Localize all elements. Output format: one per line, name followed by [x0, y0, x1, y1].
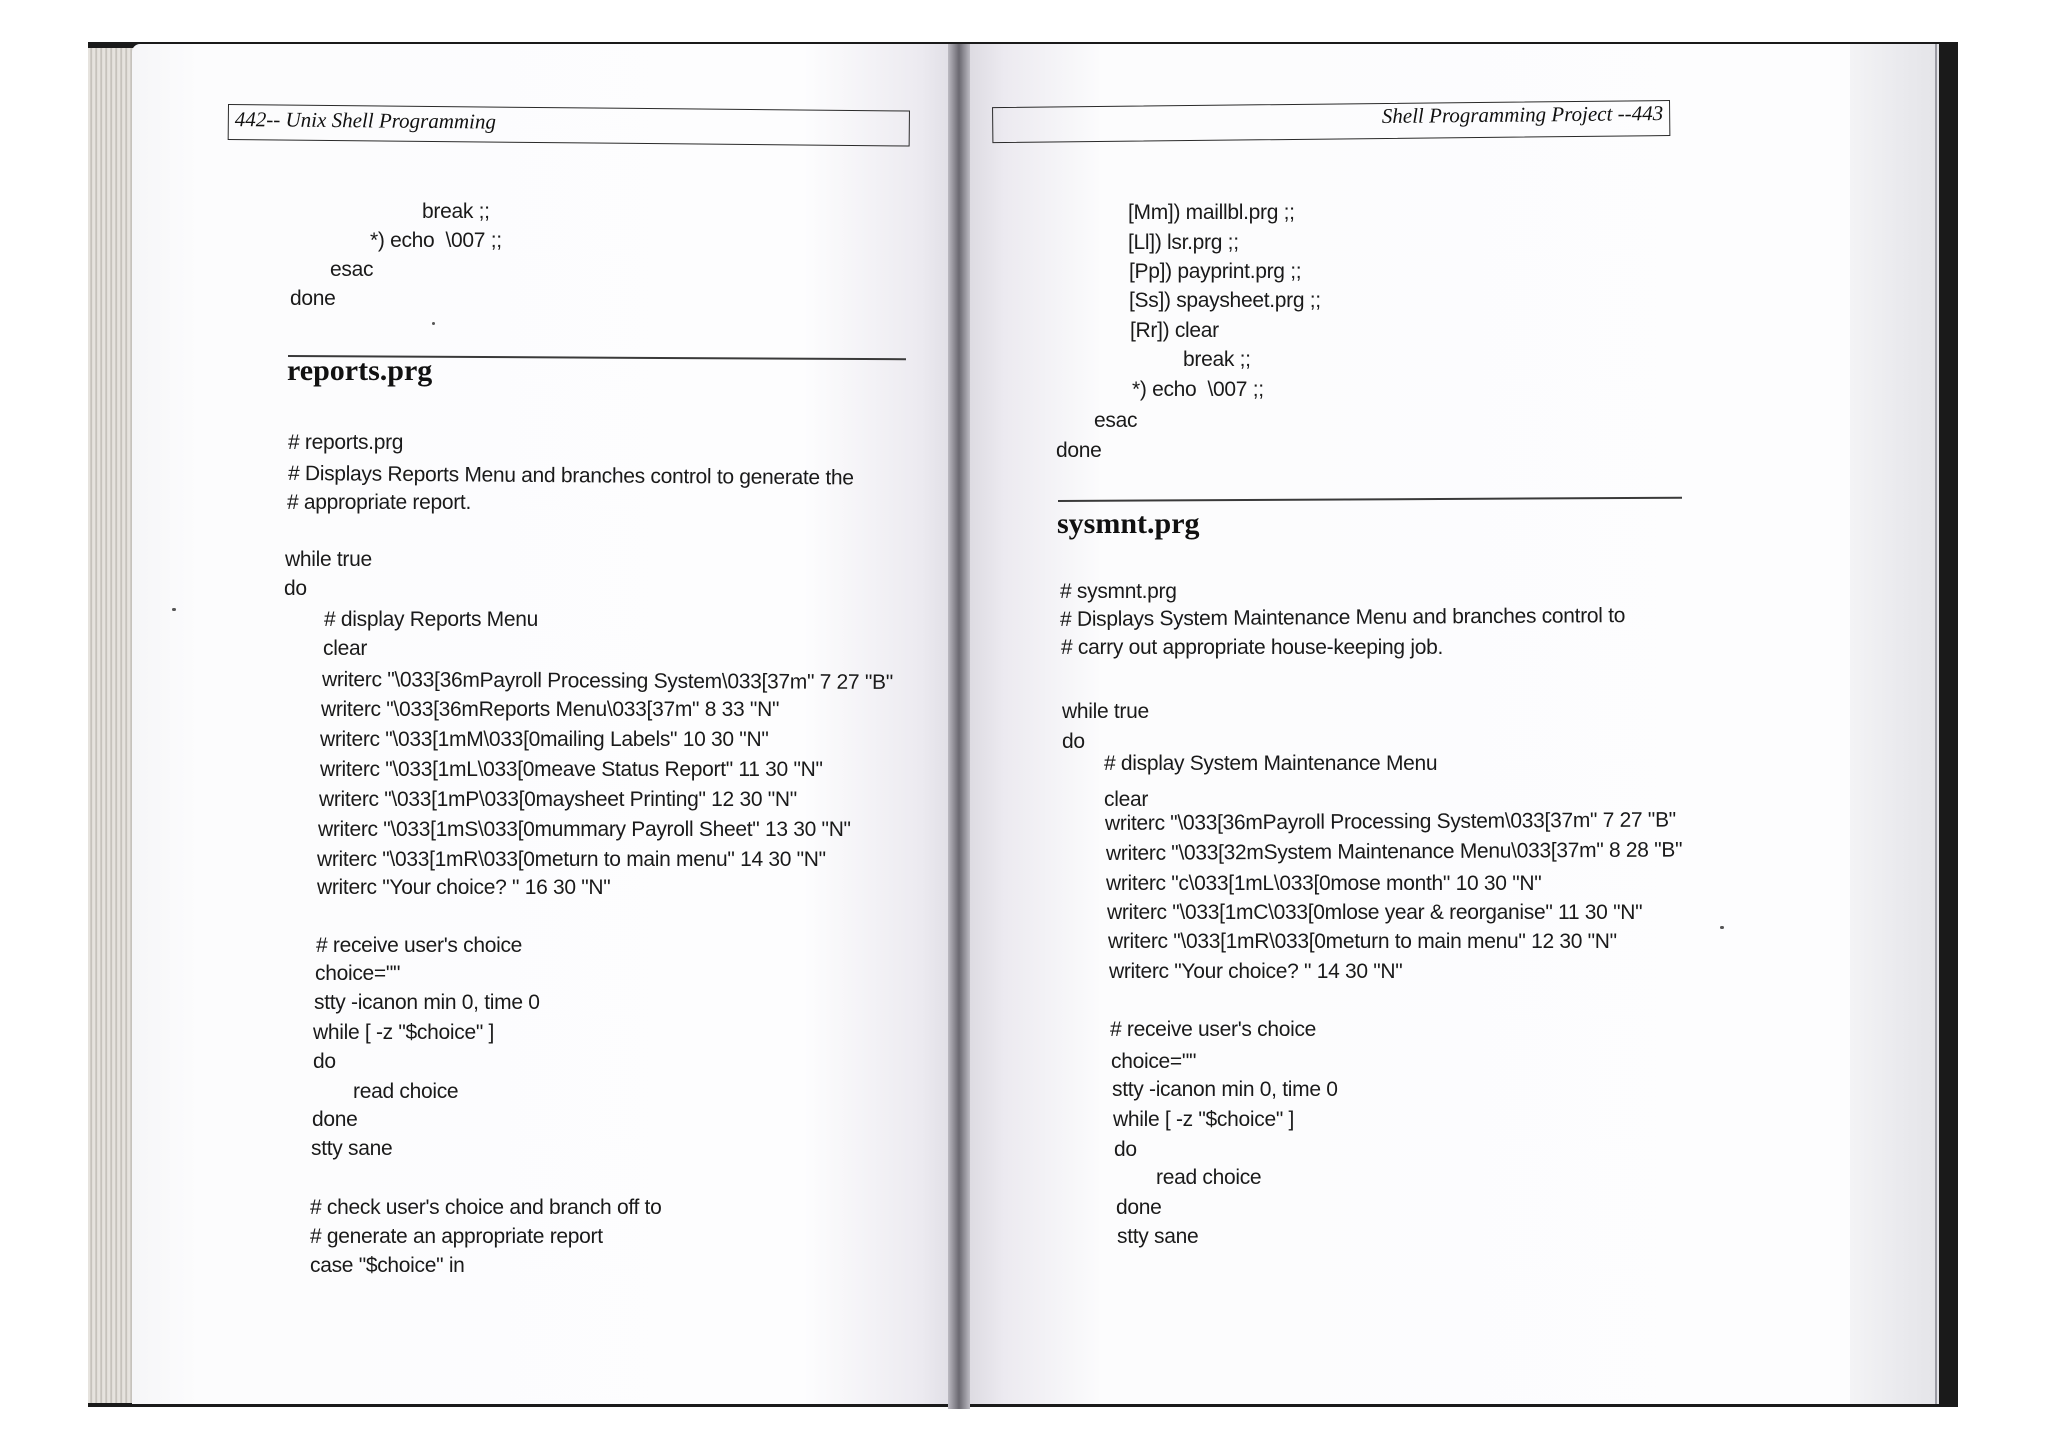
left-page-header-text: 442-- Unix Shell Programming — [234, 107, 497, 134]
code-line: clear — [1104, 788, 1149, 811]
left-page-edges — [88, 48, 138, 1403]
right-page — [960, 44, 1850, 1404]
code-line: [Rr]) clear — [1130, 319, 1219, 342]
code-line: writerc "Your choice? " 14 30 "N" — [1109, 960, 1403, 983]
code-line: clear — [323, 637, 368, 660]
code-line: choice="" — [1111, 1050, 1197, 1073]
code-line: writerc "\033[36mReports Menu\033[37m" 8 33 "N" — [321, 698, 780, 721]
code-line: # check user's choice and branch off to — [310, 1196, 662, 1219]
section-title: reports.prg — [287, 354, 433, 387]
code-line: writerc "Your choice? " 16 30 "N" — [317, 876, 611, 899]
code-line: [Mm]) maillbl.prg ;; — [1128, 201, 1295, 224]
code-line: choice="" — [315, 962, 401, 985]
code-line: # Displays System Maintenance Menu and branches control to — [1059, 604, 1626, 631]
code-line: writerc "\033[1mP\033[0maysheet Printing" 12 30 "N" — [319, 788, 797, 811]
code-line: writerc "\033[1mL\033[0meave Status Report" 11 30 "N" — [320, 758, 823, 781]
code-line: break ;; — [422, 200, 490, 223]
code-line: writerc "c\033[1mL\033[0mose month" 10 30 "N" — [1106, 872, 1542, 895]
code-line: *) echo \007 ;; — [1132, 378, 1264, 401]
code-line: writerc "\033[32mSystem Maintenance Menu\033[37m" 8 28 "B" — [1105, 838, 1683, 865]
code-line: esac — [1094, 409, 1138, 432]
code-line: do — [313, 1050, 336, 1073]
code-line: do — [1062, 730, 1085, 753]
left-page-header — [228, 104, 910, 147]
code-line: done — [1116, 1196, 1162, 1219]
code-line: # reports.prg — [288, 431, 404, 454]
code-line: done — [290, 287, 336, 310]
code-line: done — [1056, 439, 1102, 462]
code-line: # sysmnt.prg — [1060, 580, 1177, 603]
code-line: writerc "\033[1mR\033[0meturn to main menu" 12 30 "N" — [1108, 930, 1617, 953]
code-line: read choice — [353, 1080, 459, 1103]
code-line: # carry out appropriate house-keeping job. — [1061, 636, 1443, 659]
code-line: writerc "\033[36mPayroll Processing System\033[37m" 7 27 "B" — [1104, 808, 1676, 835]
code-line: stty sane — [1117, 1225, 1199, 1248]
code-line: # receive user's choice — [316, 934, 523, 957]
code-line: do — [1114, 1138, 1137, 1161]
code-line: do — [284, 577, 307, 600]
code-line: # display System Maintenance Menu — [1104, 752, 1438, 775]
code-line: *) echo \007 ;; — [370, 229, 502, 252]
code-line: break ;; — [1183, 348, 1251, 371]
code-line: while true — [1062, 700, 1149, 723]
code-line: # display Reports Menu — [324, 608, 539, 631]
page-edge-line — [1935, 44, 1937, 1404]
code-line: # appropriate report. — [287, 491, 471, 514]
code-line: writerc "\033[1mC\033[0mlose year & reorganise" 11 30 "N" — [1107, 901, 1643, 924]
code-line: # generate an appropriate report — [310, 1225, 603, 1248]
code-line: while [ -z "$choice" ] — [313, 1021, 495, 1044]
scan-speck — [1720, 926, 1724, 929]
code-line: writerc "\033[36mPayroll Processing System\033[37m" 7 27 "B" — [321, 668, 893, 694]
code-line: [Ll]) lsr.prg ;; — [1128, 231, 1239, 254]
code-line: # receive user's choice — [1110, 1018, 1317, 1041]
code-line: writerc "\033[1mR\033[0meturn to main menu" 14 30 "N" — [317, 848, 826, 871]
code-line: stty sane — [311, 1137, 393, 1160]
scan-speck — [172, 608, 176, 611]
code-line: while true — [285, 548, 372, 571]
section-title: sysmnt.prg — [1057, 507, 1200, 540]
right-page-header — [992, 100, 1670, 143]
code-line: writerc "\033[1mM\033[0mailing Labels" 10 30 "N" — [320, 728, 769, 751]
right-page-header-text: Shell Programming Project --443 — [1381, 101, 1664, 129]
code-line: stty -icanon min 0, time 0 — [1112, 1078, 1338, 1101]
code-line: while [ -z "$choice" ] — [1113, 1108, 1295, 1131]
book-gutter — [948, 44, 970, 1409]
code-line: case "$choice" in — [310, 1254, 465, 1277]
code-line: esac — [330, 258, 374, 281]
code-line: read choice — [1156, 1166, 1262, 1189]
scan-speck — [432, 322, 435, 325]
code-line: [Ss]) spaysheet.prg ;; — [1129, 289, 1321, 312]
code-line: writerc "\033[1mS\033[0mummary Payroll Sheet" 13 30 "N" — [318, 818, 851, 841]
code-line: done — [312, 1108, 358, 1131]
code-line: # Displays Reports Menu and branches control to generate the — [287, 462, 854, 490]
code-line: [Pp]) payprint.prg ;; — [1129, 260, 1302, 283]
code-line: stty -icanon min 0, time 0 — [314, 991, 540, 1014]
